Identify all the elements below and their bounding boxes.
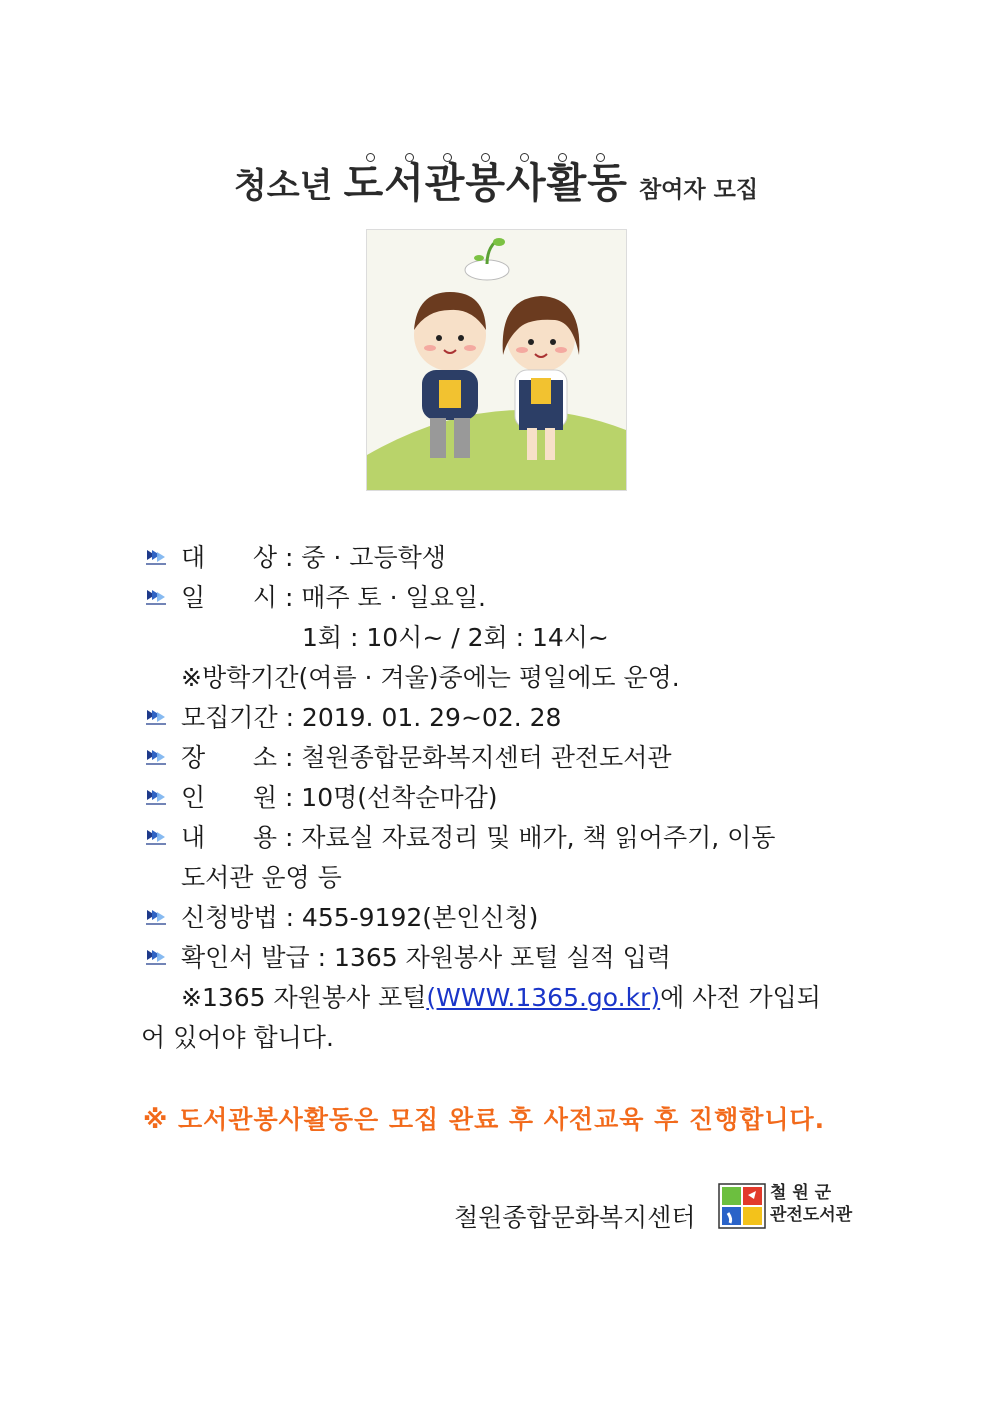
logo-line1: 철 원 군 [770, 1183, 832, 1203]
bullet-arrow-icon [145, 908, 167, 928]
emphasis-dots [352, 153, 620, 162]
apply-value: : 455-9192(본인신청) [285, 903, 539, 932]
bullet-arrow-icon [145, 588, 167, 608]
title-main-text: 도서관봉사활동 [343, 159, 628, 207]
item-apply [145, 903, 538, 933]
portal-link[interactable]: (WWW.1365.go.kr) [426, 983, 661, 1012]
item-content [145, 823, 775, 853]
place-label: 장 소 [181, 743, 277, 772]
target-label: 대 상 [181, 543, 277, 572]
bullet-arrow-icon [145, 548, 167, 568]
content-label: 내 용 [181, 823, 277, 852]
footer-org: 철원종합문화복지센터 [454, 1203, 696, 1232]
item-period [145, 703, 561, 733]
bullet-arrow-icon [145, 828, 167, 848]
item-schedule [145, 583, 486, 613]
content-continued: 도서관 운영 등 [181, 863, 342, 892]
bullet-arrow-icon [145, 788, 167, 808]
title-main [344, 159, 628, 207]
item-place [145, 743, 672, 773]
item-people [145, 783, 498, 813]
bullet-arrow-icon [145, 708, 167, 728]
schedule-label: 일 시 [181, 583, 277, 612]
apply-label: 신청방법 [181, 903, 278, 932]
logo-line2: 관전도서관 [770, 1205, 853, 1225]
people-label: 인 원 [181, 783, 277, 812]
bullet-arrow-icon [145, 748, 167, 768]
volunteer-children-icon [366, 229, 627, 491]
item-target [145, 543, 446, 573]
vacation-note: ※방학기간(여름 · 겨울)중에는 평일에도 운영. [181, 663, 680, 692]
portal-note-continued: 어 있어야 합니다. [141, 1023, 334, 1052]
notice-text: ※ 도서관봉사활동은 모집 완료 후 사전교육 후 진행합니다. [143, 1105, 826, 1134]
period-label: 모집기간 [181, 703, 278, 732]
schedule-times: 1회 : 10시~ / 2회 : 14시~ [302, 623, 609, 652]
logo-text [770, 1182, 852, 1226]
title-suffix: 참여자 모집 [638, 177, 759, 203]
period-value: : 2019. 01. 29~02. 28 [285, 703, 562, 732]
bullet-arrow-icon [145, 948, 167, 968]
target-value: : 중 · 고등학생 [284, 543, 446, 572]
portal-note-pre: ※1365 자원봉사 포털 [181, 983, 427, 1012]
item-cert [145, 943, 671, 973]
people-value: : 10명(선착순마감) [284, 783, 498, 812]
cert-value: : 1365 자원봉사 포털 실적 입력 [317, 943, 671, 972]
library-logo-icon [718, 1183, 766, 1229]
schedule-value: : 매주 토 · 일요일. [284, 583, 486, 612]
page-title [0, 150, 992, 209]
content-value: : 자료실 자료정리 및 배가, 책 읽어주기, 이동 [284, 823, 776, 852]
place-value: : 철원종합문화복지센터 관전도서관 [284, 743, 672, 772]
cert-label: 확인서 발급 [181, 943, 310, 972]
portal-note-post: 에 사전 가입되 [660, 983, 821, 1012]
portal-note [181, 983, 821, 1013]
title-prefix: 청소년 [233, 166, 333, 206]
